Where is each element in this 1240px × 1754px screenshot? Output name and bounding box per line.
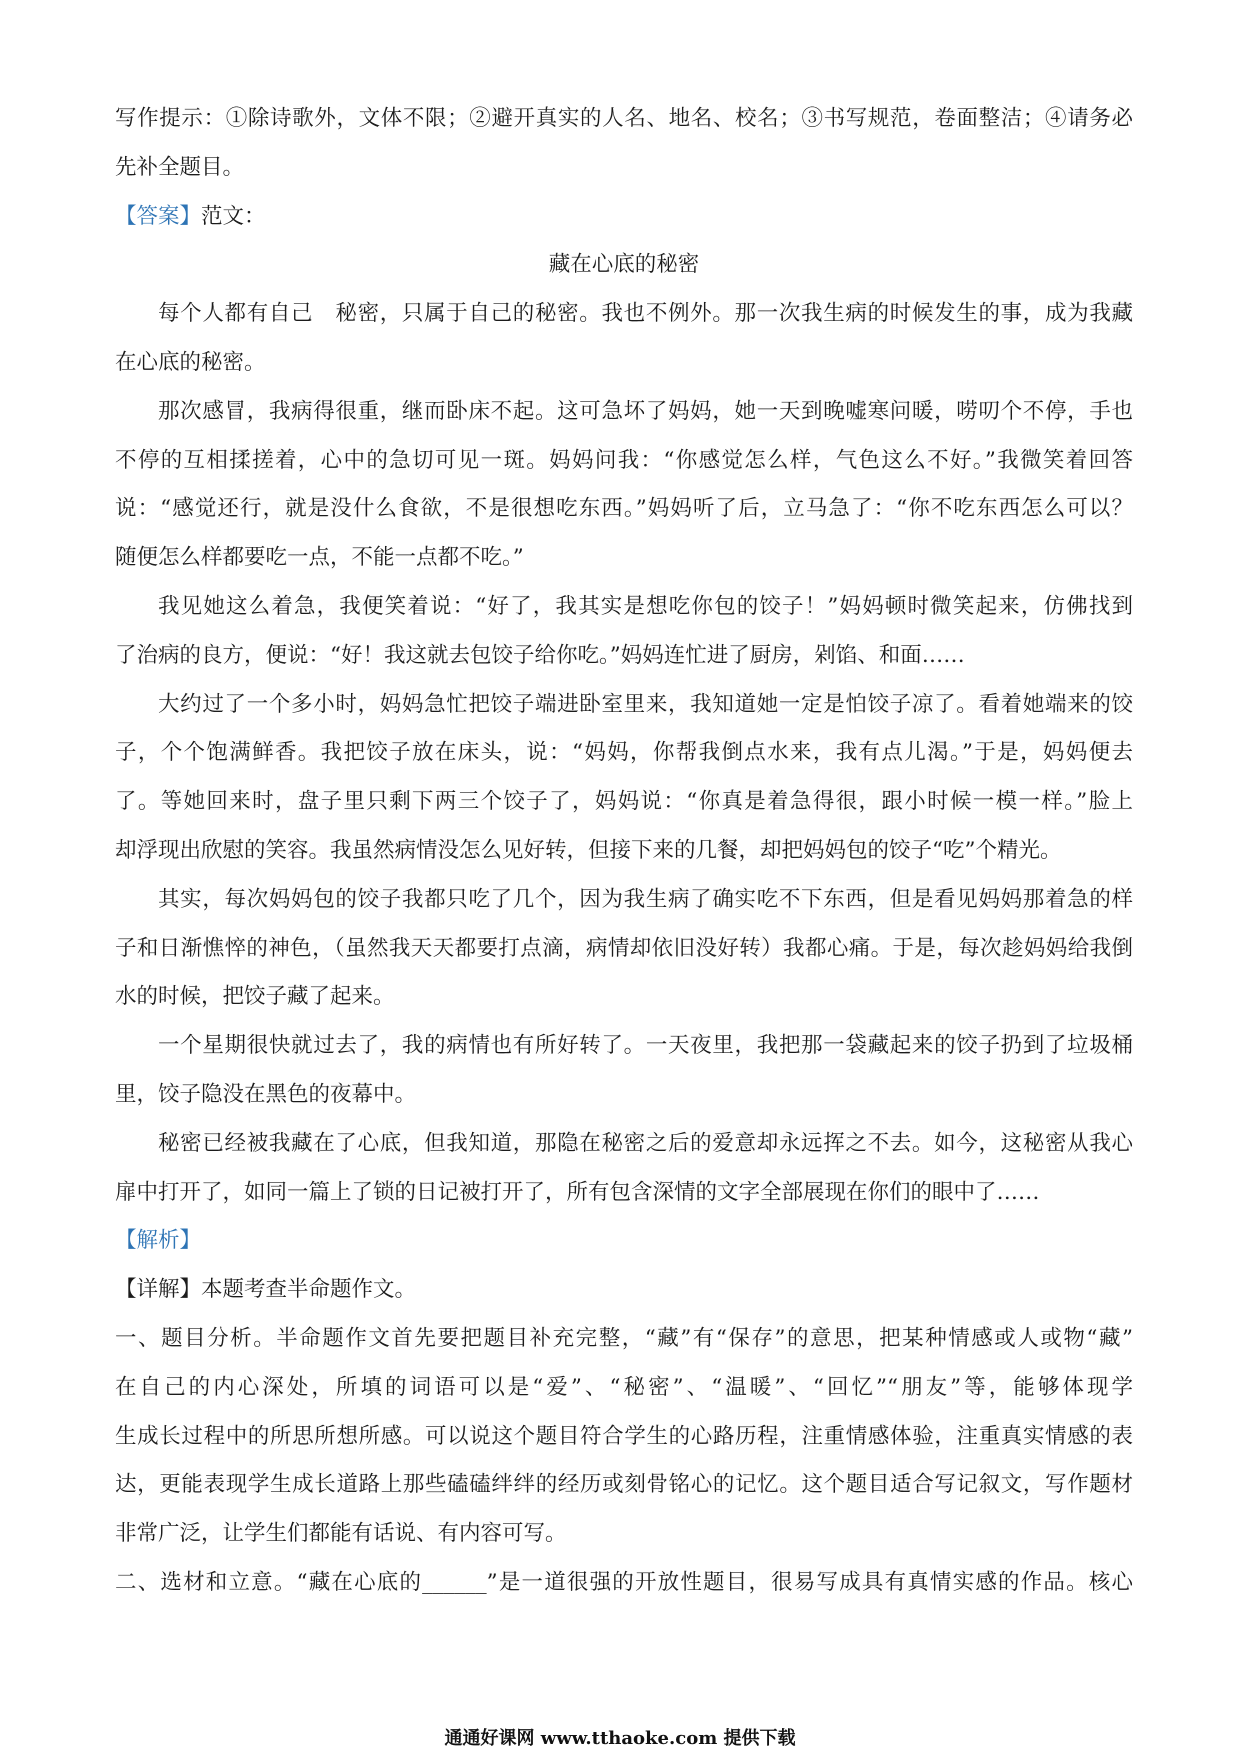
essay-paragraph [115, 583, 1133, 681]
paragraph-line: 却浮现出欣慰的笑容。我虽然病情没怎么见好转，但接下来的几餐，却把妈妈包的饺子“吃”个精光。 [115, 837, 1062, 863]
paragraph-line: 随便怎么样都要吃一点，不能一点都不吃。” [115, 545, 524, 571]
essay-paragraph [115, 876, 1133, 1022]
analysis-line: 达，更能表现学生成长道路上那些磕磕绊绊的经历或刻骨铭心的记忆。这个题目适合写记叙文，写作题材 [115, 1472, 1133, 1498]
writing-tips-line: 写作提示：①除诗歌外，文体不限；②避开真实的人名、地名、校名；③书写规范，卷面整洁；④请务必 [115, 106, 1133, 131]
paragraph-line: 一个星期很快就过去了，我的病情也有所好转了。一天夜里，我把那一袋藏起来的饺子扔到了垃圾桶 [158, 1033, 1133, 1059]
essay-paragraph [115, 388, 1133, 583]
paragraph-line: 不停的互相揉搓着，心中的急切可见一斑。妈妈问我：“你感觉怎么样，气色这么不好。”我微笑着回答 [115, 447, 1133, 473]
paragraph-line: 子和日渐憔悴的神色，（虽然我天天都要打点滴，病情却依旧没好转）我都心痛。于是，每次趁妈妈给我倒 [115, 935, 1133, 961]
paragraph-line: 大约过了一个多小时，妈妈急忙把饺子端进卧室里来，我知道她一定是怕饺子凉了。看着她端来的饺 [158, 691, 1133, 717]
analysis-line: 二、选材和立意。“藏在心底的______”是一道很强的开放性题目，很易写成具有真情实感的作品。核心 [115, 1569, 1133, 1595]
paragraph-line: 了。等她回来时，盘子里只剩下两三个饺子了，妈妈说：“你真是着急得很，跟小时候一模一样。”脸上 [115, 789, 1133, 815]
paragraph-line: 扉中打开了，如同一篇上了锁的日记被打开了，所有包含深情的文字全部展现在你们的眼中了…… [115, 1179, 1040, 1205]
paragraph-line: 了治病的良方，便说：“好！我这就去包饺子给你吃。”妈妈连忙进了厨房，剁馅、和面…… [115, 642, 965, 668]
answer-heading [115, 193, 1133, 242]
detail-tag: 【详解】 [115, 1277, 202, 1303]
essay-paragraph [115, 1022, 1133, 1120]
writing-tips [115, 95, 1133, 193]
analysis-line: 生成长过程中的所思所想所感。可以说这个题目符合学生的心路历程，注重情感体验，注重真实情感的表 [115, 1423, 1133, 1449]
paragraph-line: 那次感冒，我病得很重，继而卧床不起。这可急坏了妈妈，她一天到晚嘘寒问暖，唠叨个不停，手也 [158, 398, 1133, 424]
essay-paragraph [115, 290, 1133, 388]
detail-heading [115, 1266, 1133, 1315]
paragraph-line: 秘密已经被我藏在了心底，但我知道，那隐在秘密之后的爱意却永远挥之不去。如今，这秘密从我心 [158, 1130, 1133, 1156]
analysis-line: 一、题目分析。半命题作文首先要把题目补充完整，“藏”有“保存”的意思，把某种情感或人或物“藏” [115, 1325, 1133, 1351]
footer-text: 通通好课网 www.tthaoke.com 提供下载 [444, 1728, 796, 1749]
essay-paragraph [115, 681, 1133, 876]
document-body [115, 95, 1133, 1608]
paragraph-line: 说：“感觉还行，就是没什么食欲，不是很想吃东西。”妈妈听了后，立马急了：“你不吃东西怎么可以？ [115, 496, 1133, 522]
paragraph-line: 在心底的秘密。 [115, 349, 266, 375]
paragraph-line: 我见她这么着急，我便笑着说：“好了，我其实是想吃你包的饺子！”妈妈顿时微笑起来，仿佛找到 [158, 593, 1133, 619]
analysis-line: 非常广泛，让学生们都能有话说、有内容可写。 [115, 1521, 567, 1547]
answer-label: 范文： [201, 203, 266, 229]
analysis-point [115, 1559, 1133, 1608]
analysis-line: 在自己的内心深处，所填的词语可以是“爱”、“秘密”、“温暖”、“回忆”“朋友”等，能够体现学 [115, 1374, 1133, 1400]
essay-paragraph [115, 1120, 1133, 1218]
paragraph-line: 水的时候，把饺子藏了起来。 [115, 984, 395, 1010]
answer-tag: 【答案】 [115, 203, 202, 229]
paragraph-line: 里，饺子隐没在黑色的夜幕中。 [115, 1081, 417, 1107]
writing-tips-line: 先补全题目。 [115, 154, 245, 180]
paragraph-line: 其实，每次妈妈包的饺子我都只吃了几个，因为我生病了确实吃不下东西，但是看见妈妈那着急的样 [158, 886, 1133, 912]
analysis-heading [115, 1217, 1133, 1266]
detail-text: 本题考查半命题作文。 [201, 1277, 417, 1303]
paragraph-line: 每个人都有自己 秘密，只属于自己的秘密。我也不例外。那一次我生病的时候发生的事，成为我藏 [158, 301, 1133, 327]
analysis-tag: 【解析】 [115, 1228, 202, 1254]
analysis-point [115, 1315, 1133, 1559]
paragraph-line: 子，个个饱满鲜香。我把饺子放在床头，说：“妈妈，你帮我倒点水来，我有点儿渴。”于是，妈妈便去 [115, 740, 1133, 766]
essay-title: 藏在心底的秘密 [548, 252, 700, 278]
